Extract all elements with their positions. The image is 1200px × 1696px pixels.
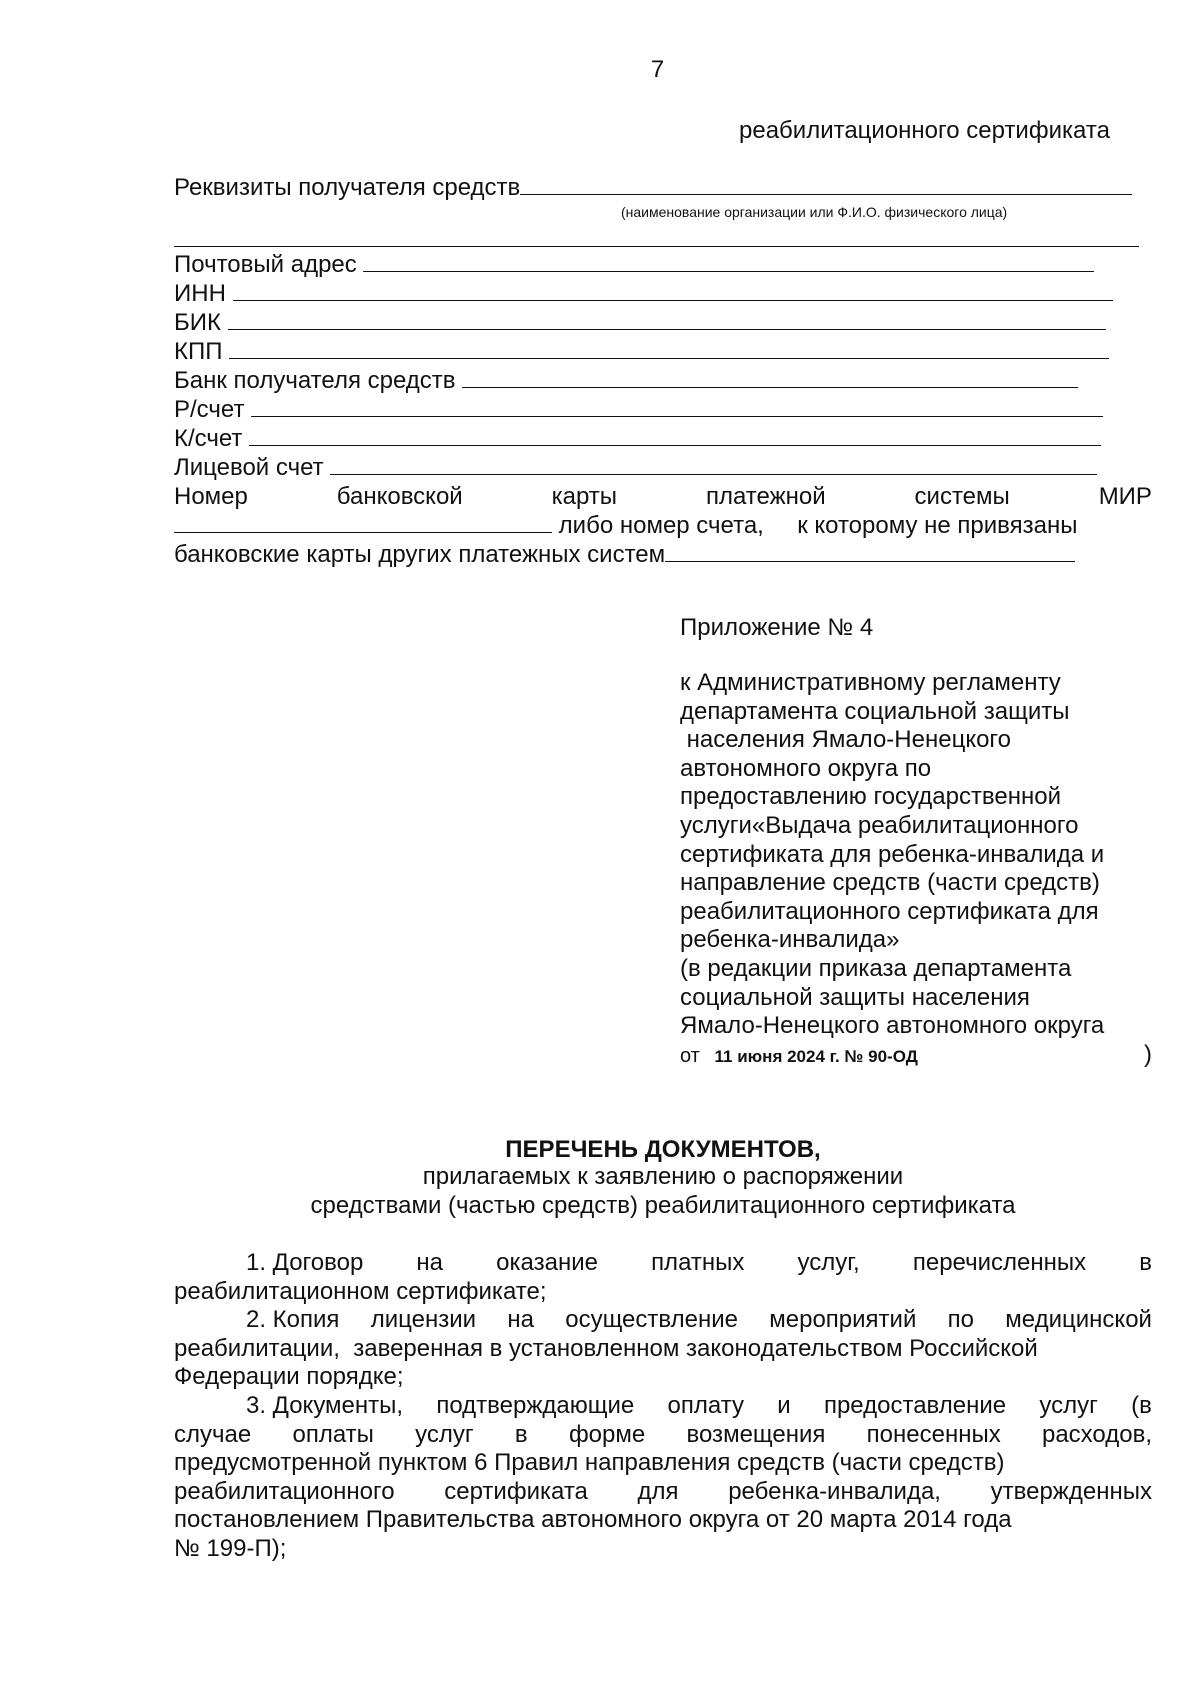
card-word: банковской xyxy=(336,483,463,510)
bank-row xyxy=(174,367,1078,397)
item-word: и xyxy=(777,1391,791,1419)
postal-row xyxy=(174,251,1094,281)
annex-line: ребенка-инвалида» xyxy=(680,926,900,954)
item-word: в xyxy=(1139,1249,1152,1276)
list-item-1-line-1 xyxy=(174,1249,1152,1278)
annex-title: Приложение № 4 xyxy=(680,614,874,641)
kpp-line xyxy=(229,357,1109,359)
order-reference: 11 июня 2024 г. № 90-ОД xyxy=(714,1046,918,1066)
bank-line xyxy=(462,386,1078,388)
rs-line xyxy=(251,415,1103,417)
ks-row xyxy=(174,425,1101,455)
list-item-3-line-6: № 199-П); xyxy=(174,1534,287,1562)
annex-line: сертификата для ребенка-инвалида и xyxy=(680,840,1105,868)
card-number-row-2 xyxy=(174,512,1078,542)
ks-label: К/счет xyxy=(174,425,243,452)
item-word: в xyxy=(514,1420,528,1448)
recipient-name-line xyxy=(520,193,1132,195)
recipient-name-hint: (наименование организации или Ф.И.О. физического лица) xyxy=(621,204,1008,220)
item-word: услуг xyxy=(1039,1391,1098,1419)
header-continuation: реабилитационного сертификата xyxy=(739,117,1110,144)
item-word: расходов, xyxy=(1041,1420,1152,1448)
account-number-line xyxy=(665,560,1075,562)
item-word: оказание xyxy=(496,1249,598,1276)
card-word: платежной xyxy=(705,483,826,510)
rs-label: Р/счет xyxy=(174,396,245,423)
kpp-row xyxy=(174,338,1109,368)
annex-order-row xyxy=(680,1041,1152,1069)
item-word: услуг, xyxy=(797,1249,860,1276)
item-word: возмещения xyxy=(686,1420,826,1448)
card-text-b: к которому не привязаны xyxy=(797,512,1078,539)
bik-line xyxy=(228,328,1106,330)
requisites-title: Реквизиты получателя средств xyxy=(174,174,521,201)
list-item-3-line-4 xyxy=(174,1478,1152,1507)
card-word: Номер xyxy=(174,483,248,510)
list-item-3-line-3: предусмотренной пунктом 6 Правил направления средств (части средств) xyxy=(174,1449,1005,1477)
document-list xyxy=(174,1249,1152,1564)
inn-row xyxy=(174,280,1113,310)
bank-label: Банк получателя средств xyxy=(174,367,456,394)
postal-label: Почтовый адрес xyxy=(174,251,357,278)
item-word: подтверждающие xyxy=(436,1391,635,1419)
rs-row xyxy=(174,396,1103,426)
card-number-row-3 xyxy=(174,541,1075,571)
item-word: форме xyxy=(568,1420,646,1448)
kpp-label: КПП xyxy=(174,338,223,365)
annex-line: населения Ямало-Ненецкого xyxy=(680,726,1012,754)
item-word: 1. Договор xyxy=(246,1249,364,1276)
annex-line: социальной защиты населения xyxy=(680,983,1030,1011)
item-word: предоставление xyxy=(823,1391,1007,1419)
annex-line: реабилитационного сертификата для xyxy=(680,897,1099,925)
card-text-a: либо номер счета, xyxy=(558,512,764,539)
list-title: ПЕРЕЧЕНЬ ДОКУМЕНТОВ, xyxy=(505,1136,821,1163)
item-word: медицинской xyxy=(1005,1306,1152,1334)
list-item-3-line-5: постановлением Правительства автономного округа от 20 марта 2014 года xyxy=(174,1506,1012,1534)
list-subtitle-1: прилагаемых к заявлению о распоряжении xyxy=(422,1163,904,1190)
item-word: мероприятий xyxy=(769,1306,917,1334)
item-word: сертификата xyxy=(444,1477,588,1505)
page-number: 7 xyxy=(650,56,665,83)
list-item-2-line-3: Федерации порядке; xyxy=(174,1363,404,1391)
list-item-3-line-2 xyxy=(174,1421,1152,1450)
item-word: ребенка-инвалида, xyxy=(728,1477,941,1505)
item-word: реабилитационного xyxy=(174,1477,395,1505)
annex-line: услуги«Выдача реабилитационного xyxy=(680,811,1079,839)
requisites-title-row xyxy=(174,174,1132,204)
item-word: лицензии xyxy=(370,1306,477,1334)
item-word: утвержденных xyxy=(990,1477,1152,1505)
postal-line xyxy=(363,270,1094,272)
card-text-c: банковские карты других платежных систем xyxy=(174,541,666,568)
item-word: по xyxy=(947,1306,974,1334)
list-subtitle-2: средствами (частью средств) реабилитационного сертификата xyxy=(310,1192,1016,1219)
personal-account-label: Лицевой счет xyxy=(174,454,324,481)
annex-text xyxy=(680,669,1152,1069)
bik-label: БИК xyxy=(174,309,221,336)
item-word: услуг xyxy=(415,1420,474,1448)
order-prefix: от xyxy=(680,1044,700,1067)
annex-line: к Административному регламенту xyxy=(680,669,1061,696)
item-word: осуществление xyxy=(565,1306,738,1334)
item-word: перечисленных xyxy=(912,1249,1087,1276)
order-close: ) xyxy=(1144,1040,1152,1068)
item-word: понесенных xyxy=(866,1420,1001,1448)
personal-account-row xyxy=(174,454,1097,484)
item-word: (в xyxy=(1131,1391,1152,1419)
annex-line: направление средств (части средств) xyxy=(680,869,1100,897)
card-word: МИР xyxy=(1098,483,1152,510)
card-number-row xyxy=(174,483,1152,511)
list-item-1-line-2: реабилитационном сертификате; xyxy=(174,1277,547,1305)
bik-row xyxy=(174,309,1106,339)
inn-label: ИНН xyxy=(174,280,226,307)
inn-line xyxy=(233,299,1113,301)
list-item-2-line-1 xyxy=(174,1306,1152,1335)
item-word: платных xyxy=(651,1249,745,1276)
annex-line: департамента социальной защиты xyxy=(680,697,1070,725)
recipient-name-line-2 xyxy=(174,246,1139,247)
item-word: для xyxy=(637,1477,679,1505)
item-word: оплату xyxy=(667,1391,744,1419)
annex-line: Ямало-Ненецкого автономного округа xyxy=(680,1012,1105,1040)
item-word: 2. Копия xyxy=(246,1306,340,1334)
item-word: на xyxy=(416,1249,444,1276)
annex-line: предоставлению государственной xyxy=(680,783,1062,811)
card-word: карты xyxy=(551,483,618,510)
list-item-2-line-2: реабилитации, заверенная в установленном законодательством Российской xyxy=(174,1334,1038,1362)
item-word: 3. Документы, xyxy=(246,1391,404,1419)
item-word: оплаты xyxy=(292,1420,374,1448)
annex-line: автономного округа по xyxy=(680,754,932,782)
personal-account-line xyxy=(330,473,1097,475)
item-word: на xyxy=(507,1306,534,1334)
card-number-line xyxy=(174,531,552,533)
card-word: системы xyxy=(914,483,1010,510)
ks-line xyxy=(249,444,1101,446)
item-word: случае xyxy=(174,1420,252,1448)
list-item-3-line-1 xyxy=(174,1392,1152,1421)
annex-line: (в редакции приказа департамента xyxy=(680,954,1072,982)
